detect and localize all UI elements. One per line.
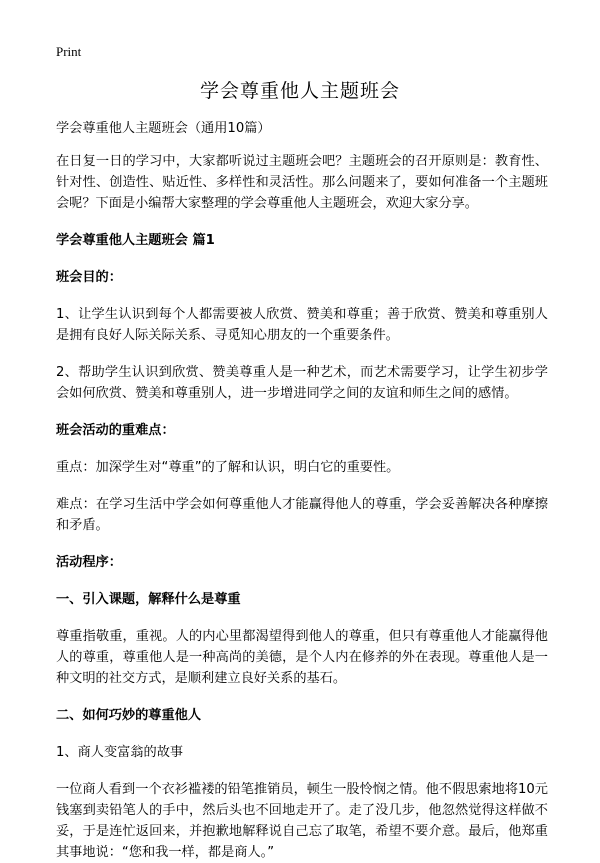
part-1-paragraph: 尊重指敬重，重视。人的内心里都渴望得到他人的尊重，但只有尊重他人才能赢得他人的尊重，尊重他人是一种高尚的美德，是个人内在修养的外在表现。尊重他人是一种文明的社交方式，是顺利建立良好关系的基石。 [56,629,548,686]
document-subtitle: 学会尊重他人主题班会（通用10篇） [56,121,271,136]
story-title: 1、商人变富翁的故事 [56,745,184,760]
goal-heading: 班会目的： [56,270,122,285]
key-points-heading: 班会活动的重难点： [56,423,175,438]
section-heading: 学会尊重他人主题班会 篇1 [56,233,215,248]
part-2-heading: 二、如何巧妙的尊重他人 [56,708,202,723]
goal-item-2: 2、帮助学生认识到欣赏、赞美尊重人是一种艺术，而艺术需要学习，让学生初步学会如何欣赏、赞美和尊重别人，进一步增进同学之间的友谊和师生之间的感情。 [56,365,548,401]
document-body [56,118,548,863]
difficulty-point: 难点：在学习生活中学会如何尊重他人才能赢得他人的尊重，学会妥善解决各种摩擦和矛盾。 [56,497,548,533]
page-title: 学会尊重他人主题班会 [199,80,400,102]
print-link[interactable]: Print [56,44,82,59]
key-point: 重点：加深学生对“尊重”的了解和认识，明白它的重要性。 [56,460,400,475]
intro-paragraph: 在日复一日的学习中，大家都听说过主题班会吧？主题班会的召开原则是：教育性、针对性、创造性、贴近性、多样性和灵活性。那么问题来了，要如何准备一个主题班会呢？下面是小编帮大家整理的学会尊重他人主题班会，欢迎大家分享。 [56,154,548,211]
story-paragraph: 一位商人看到一个衣衫褴褛的铅笔推销员，顿生一股怜悯之情。他不假思索地将10元钱塞到卖铅笔人的手中，然后头也不回地走开了。走了没几步，他忽然觉得这样做不妥，于是连忙返回来，并抱歉地解释说自己忘了取笔，希望不要介意。最后，他郑重其事地说：“您和我一样，都是商人。” [56,782,548,860]
procedure-heading: 活动程序： [56,555,122,570]
part-1-heading: 一、引入课题，解释什么是尊重 [56,592,241,607]
goal-item-1: 1、让学生认识到每个人都需要被人欣赏、赞美和尊重；善于欣赏、赞美和尊重别人是拥有良好人际关际关系、寻觅知心朋友的一个重要条件。 [56,307,548,343]
